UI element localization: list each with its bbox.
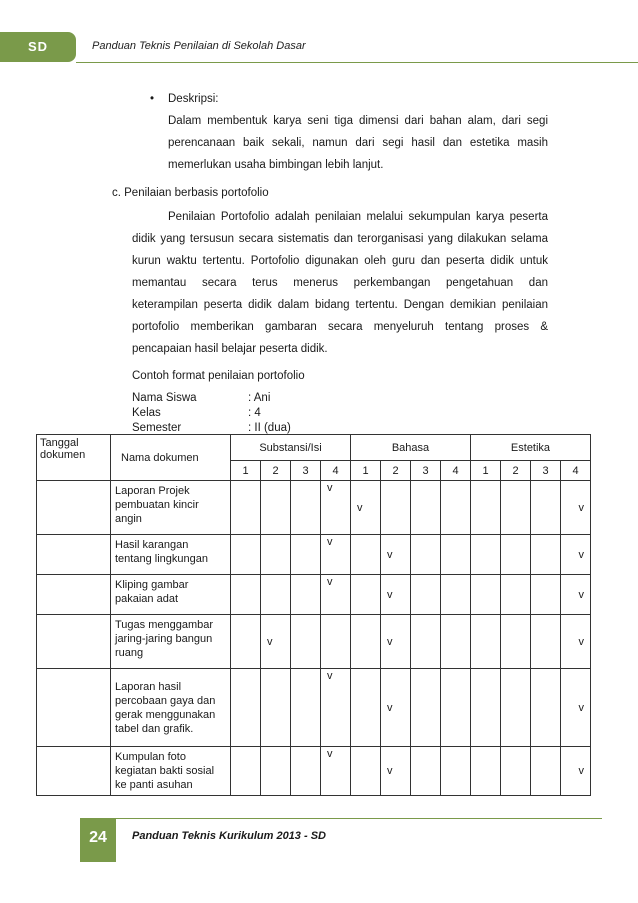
score-cell xyxy=(381,615,411,669)
check-mark: v xyxy=(327,748,333,760)
header-nama-dokumen: Nama dokumen xyxy=(111,435,231,481)
deskripsi-label: Deskripsi: xyxy=(168,93,219,105)
score-cell xyxy=(381,747,411,796)
check-mark: v xyxy=(267,635,273,648)
portfolio-table xyxy=(36,434,591,796)
check-mark: v xyxy=(387,548,393,561)
score-cell xyxy=(381,575,411,615)
check-mark: v xyxy=(578,701,584,714)
score-cell xyxy=(321,615,351,669)
check-mark: v xyxy=(387,765,393,777)
date-cell xyxy=(37,747,111,796)
score-cell xyxy=(441,481,471,535)
score-cell xyxy=(381,669,411,747)
date-cell xyxy=(37,481,111,535)
header-badge: SD xyxy=(0,32,76,62)
score-cell xyxy=(231,747,261,796)
score-cell xyxy=(471,481,501,535)
document-name: Kliping gambar pakaian adat xyxy=(111,575,231,615)
score-cell xyxy=(531,575,561,615)
scale-label: 1 xyxy=(471,461,501,481)
check-mark: v xyxy=(387,701,393,714)
score-cell xyxy=(321,535,351,575)
student-value: : II (dua) xyxy=(248,422,291,434)
document-name: Tugas menggambar jaring-jaring bangun ruang xyxy=(111,615,231,669)
header-substansi: Substansi/Isi xyxy=(231,435,351,461)
score-cell xyxy=(411,481,441,535)
table-row xyxy=(37,615,591,669)
document-name: Kumpulan foto kegiatan bakti sosial ke panti asuhan xyxy=(111,747,231,796)
score-cell xyxy=(471,535,501,575)
scale-label: 4 xyxy=(441,461,471,481)
score-cell xyxy=(351,481,381,535)
score-cell xyxy=(561,535,591,575)
score-cell xyxy=(561,747,591,796)
document-name: Laporan hasil percobaan gaya dan gerak menggunakan tabel dan grafik. xyxy=(111,669,231,747)
score-cell xyxy=(351,575,381,615)
score-cell xyxy=(231,575,261,615)
score-cell xyxy=(261,747,291,796)
student-label: Kelas xyxy=(132,407,161,419)
score-cell xyxy=(561,615,591,669)
score-cell xyxy=(291,747,321,796)
check-mark: v xyxy=(387,635,393,648)
header-estetika: Estetika xyxy=(471,435,591,461)
score-cell xyxy=(321,481,351,535)
check-mark: v xyxy=(387,588,393,601)
table-row xyxy=(37,747,591,796)
score-cell xyxy=(351,747,381,796)
table-row xyxy=(37,535,591,575)
date-cell xyxy=(37,535,111,575)
score-cell xyxy=(501,747,531,796)
scale-label: 3 xyxy=(531,461,561,481)
scale-label: 4 xyxy=(321,461,351,481)
scale-label: 3 xyxy=(411,461,441,481)
score-cell xyxy=(231,669,261,747)
score-cell xyxy=(411,669,441,747)
example-title: Contoh format penilaian portofolio xyxy=(132,370,305,382)
date-cell xyxy=(37,575,111,615)
score-cell xyxy=(351,669,381,747)
scale-label: 2 xyxy=(261,461,291,481)
check-mark: v xyxy=(357,501,363,514)
score-cell xyxy=(531,615,561,669)
table-row xyxy=(37,669,591,747)
score-cell xyxy=(261,481,291,535)
score-cell xyxy=(471,747,501,796)
paragraph-line: didik yang tersusun secara sistematis dan terorganisasi yang dilakukan selama xyxy=(132,233,548,245)
header-bahasa: Bahasa xyxy=(351,435,471,461)
table-row xyxy=(37,575,591,615)
score-cell xyxy=(471,669,501,747)
score-cell xyxy=(291,615,321,669)
score-cell xyxy=(351,535,381,575)
student-info xyxy=(132,391,291,436)
score-cell xyxy=(261,535,291,575)
score-cell xyxy=(561,575,591,615)
score-cell xyxy=(381,535,411,575)
bullet-icon: • xyxy=(150,93,155,105)
score-cell xyxy=(531,481,561,535)
score-cell xyxy=(411,747,441,796)
footer-divider xyxy=(116,818,602,819)
score-cell xyxy=(291,535,321,575)
check-mark: v xyxy=(578,635,584,648)
score-cell xyxy=(561,481,591,535)
student-value: : Ani xyxy=(248,392,271,404)
scale-label: 2 xyxy=(381,461,411,481)
score-cell xyxy=(411,615,441,669)
score-cell xyxy=(351,615,381,669)
check-mark: v xyxy=(327,576,333,588)
paragraph-line: keterampilan peserta didik dalam bidang tertentu. Dengan demikian penilaian xyxy=(132,299,548,311)
scale-label: 3 xyxy=(291,461,321,481)
score-cell xyxy=(441,669,471,747)
scale-label: 1 xyxy=(231,461,261,481)
check-mark: v xyxy=(327,482,333,494)
score-cell xyxy=(291,669,321,747)
check-mark: v xyxy=(327,670,333,682)
section-heading: c. Penilaian berbasis portofolio xyxy=(112,187,269,199)
score-cell xyxy=(321,669,351,747)
student-label: Nama Siswa xyxy=(132,392,197,404)
score-cell xyxy=(381,481,411,535)
deskripsi-line: perencanaan baik sekali, namun dari segi hasil dan estetika masih xyxy=(168,137,548,149)
score-cell xyxy=(231,615,261,669)
page-number: 24 xyxy=(80,818,116,862)
header-divider xyxy=(76,62,638,63)
score-cell xyxy=(501,615,531,669)
score-cell xyxy=(261,575,291,615)
deskripsi-line: Dalam membentuk karya seni tiga dimensi dari bahan alam, dari segi xyxy=(168,115,548,127)
score-cell xyxy=(321,747,351,796)
score-cell xyxy=(501,575,531,615)
score-cell xyxy=(291,575,321,615)
score-cell xyxy=(471,575,501,615)
score-cell xyxy=(501,481,531,535)
score-cell xyxy=(441,535,471,575)
student-label: Semester xyxy=(132,422,182,434)
document-name: Laporan Projek pembuatan kincir angin xyxy=(111,481,231,535)
score-cell xyxy=(501,669,531,747)
score-cell xyxy=(411,575,441,615)
score-cell xyxy=(441,615,471,669)
paragraph-line: pencapaian hasil belajar peserta didik. xyxy=(132,343,328,355)
score-cell xyxy=(321,575,351,615)
score-cell xyxy=(231,481,261,535)
header-tanggal: Tanggal dokumen xyxy=(37,435,111,481)
scale-label: 2 xyxy=(501,461,531,481)
paragraph-line: portofolio memberikan gambaran secara menyeluruh tentang proses & xyxy=(132,321,548,333)
check-mark: v xyxy=(578,588,584,601)
footer-title: Panduan Teknis Kurikulum 2013 - SD xyxy=(132,830,326,842)
paragraph-line: Penilaian Portofolio adalah penilaian melalui sekumpulan karya peserta xyxy=(168,211,548,223)
score-cell xyxy=(531,747,561,796)
score-cell xyxy=(561,669,591,747)
score-cell xyxy=(441,575,471,615)
score-cell xyxy=(261,669,291,747)
score-cell xyxy=(501,535,531,575)
score-cell xyxy=(261,615,291,669)
score-cell xyxy=(411,535,441,575)
paragraph-line: memantau secara terus menerus perkembangan pengetahuan dan xyxy=(132,277,548,289)
check-mark: v xyxy=(578,501,584,514)
score-cell xyxy=(531,535,561,575)
header-title: Panduan Teknis Penilaian di Sekolah Dasar xyxy=(92,40,306,52)
check-mark: v xyxy=(578,765,584,777)
date-cell xyxy=(37,669,111,747)
table-row xyxy=(37,481,591,535)
scale-label: 4 xyxy=(561,461,591,481)
paragraph-line: kurun waktu tertentu. Portofolio digunakan oleh guru dan peserta didik untuk xyxy=(132,255,548,267)
score-cell xyxy=(441,747,471,796)
deskripsi-line: memerlukan usaha bimbingan lebih lanjut. xyxy=(168,159,384,171)
document-name: Hasil karangan tentang lingkungan xyxy=(111,535,231,575)
check-mark: v xyxy=(578,548,584,561)
date-cell xyxy=(37,615,111,669)
score-cell xyxy=(471,615,501,669)
check-mark: v xyxy=(327,536,333,548)
score-cell xyxy=(291,481,321,535)
student-value: : 4 xyxy=(248,407,261,419)
score-cell xyxy=(231,535,261,575)
scale-label: 1 xyxy=(351,461,381,481)
score-cell xyxy=(531,669,561,747)
